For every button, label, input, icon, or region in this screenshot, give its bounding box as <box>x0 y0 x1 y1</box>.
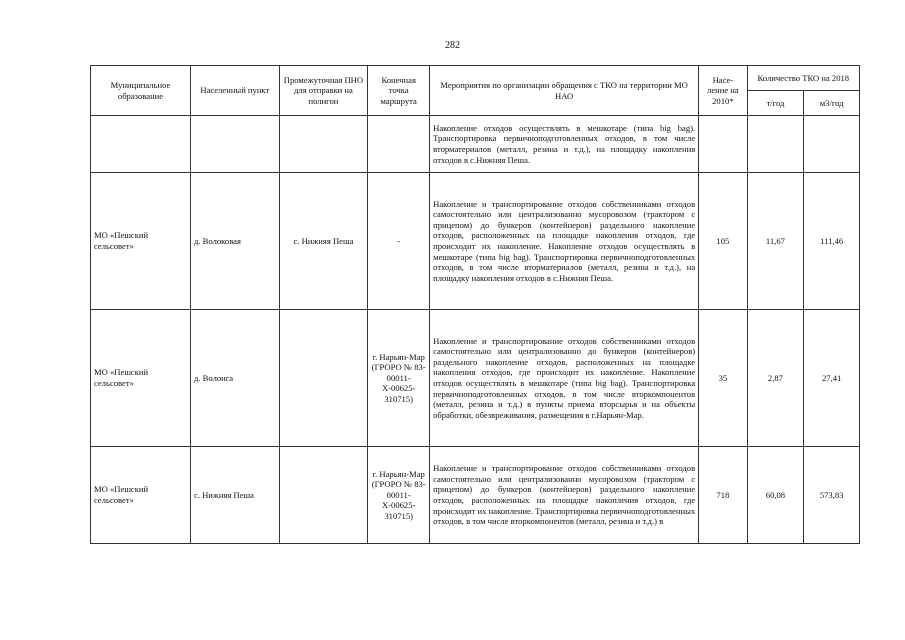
empty-cell <box>699 116 747 173</box>
table-row <box>91 116 860 173</box>
header-tko-m3: м3/год <box>804 91 860 116</box>
endpoint-cell: - <box>368 173 430 310</box>
tko-t-cell: 2,87 <box>747 310 804 447</box>
header-measures: Мероприятия по организации обращения с ТКО на территории МО НАО <box>430 66 699 116</box>
municipality-cell: МО «Пешский сельсовет» <box>91 173 191 310</box>
header-tko-t: т/год <box>747 91 804 116</box>
tko-m3-cell: 573,83 <box>804 447 860 544</box>
intermediate-cell <box>279 447 368 544</box>
header-endpoint: Конечная точка маршрута <box>368 66 430 116</box>
tko-m3-cell: 27,41 <box>804 310 860 447</box>
intermediate-cell: с. Нижняя Пеша <box>279 173 368 310</box>
tko-m3-cell: 111,46 <box>804 173 860 310</box>
empty-cell <box>279 116 368 173</box>
measures-cell: Накопление и транспортирование отходов собственниками отходов самостоятельно или централизованно мусоровозом (трактором с прицепом) до бункеров (контейнеров) раздельного накопление отходов, расположенных на площадке накопления отходов, где происходит их накопление. Накопление отходов осуществлять в мешкотаре (типа big bag). Транспортировка первичноподготовленных отходов, в том числе вторматериалов (металл, резина и т.д.), на площадку накопления отходов в с.Нижняя Пеша. <box>430 173 699 310</box>
table-row <box>91 447 860 544</box>
endpoint-cell: г. Нарьян-Мар (ГРОРО № 83-00011-Х-00625-310715) <box>368 447 430 544</box>
population-cell: 35 <box>699 310 747 447</box>
settlement-cell: д. Волоковая <box>190 173 279 310</box>
population-cell: 105 <box>699 173 747 310</box>
empty-cell <box>91 116 191 173</box>
page-number: 282 <box>445 40 460 51</box>
header-population: Насе-ление на 2010* <box>699 66 747 116</box>
header-tko-group: Количество ТКО на 2018 <box>747 66 859 91</box>
header-municipality: Муниципальное образование <box>91 66 191 116</box>
intermediate-cell <box>279 310 368 447</box>
table-row <box>91 173 860 310</box>
settlement-cell: д. Волонга <box>190 310 279 447</box>
tko-t-cell: 11,67 <box>747 173 804 310</box>
empty-cell <box>368 116 430 173</box>
empty-cell <box>190 116 279 173</box>
measures-cell: Накопление и транспортирование отходов собственниками отходов самостоятельно или централизованно мусоровозом (трактором с прицепом) до бункеров (контейнеров) раздельного накопление отходов, расположенных на площадке накопления отходов, где происходит их накопление. Транспортировка первичноподготовленных отходов, в том числе вторкомпонентов (металл, резина и т.д.) в <box>433 463 696 527</box>
header-intermediate: Промежуточная ПНО для отправки на полигон <box>279 66 368 116</box>
tko-t-cell: 60,08 <box>747 447 804 544</box>
population-cell: 718 <box>699 447 747 544</box>
measures-cell: Накопление и транспортирование отходов собственниками отходов самостоятельно или централизованно до бункеров (контейнеров) раздельного накопление отходов, расположенных на площадке накопления отходов, где происходит их накопление. Накопление отходов осуществлять в мешкотаре (типа big bag). Транспортировка первичноподготовленных отходов, в том числе вторкомпонентов (металл, резина и т.д.) в пункты приема вторсырья и на объекты обработки, обезвреживания, размещения в г.Нарьян-Мар. <box>430 310 699 447</box>
measures-cell-wrapper <box>430 447 699 544</box>
header-settlement: Населенный пункт <box>190 66 279 116</box>
header-row <box>91 66 860 91</box>
municipality-cell: МО «Пешский сельсовет» <box>91 447 191 544</box>
empty-cell <box>747 116 804 173</box>
municipality-cell: МО «Пешский сельсовет» <box>91 310 191 447</box>
settlement-cell: с. Нижняя Пеша <box>190 447 279 544</box>
endpoint-cell: г. Нарьян-Мар (ГРОРО № 83-00011-Х-00625-310715) <box>368 310 430 447</box>
measures-continuation: Накопление отходов осуществлять в мешкотаре (типа big bag). Транспортировка первичноподготовленных отходов, в том числе вторматериалов (металл, резина и т.д.), на площадку накопления отходов в с.Нижняя Пеша. <box>430 116 699 173</box>
table-row <box>91 310 860 447</box>
empty-cell <box>804 116 860 173</box>
waste-management-table <box>90 65 860 544</box>
